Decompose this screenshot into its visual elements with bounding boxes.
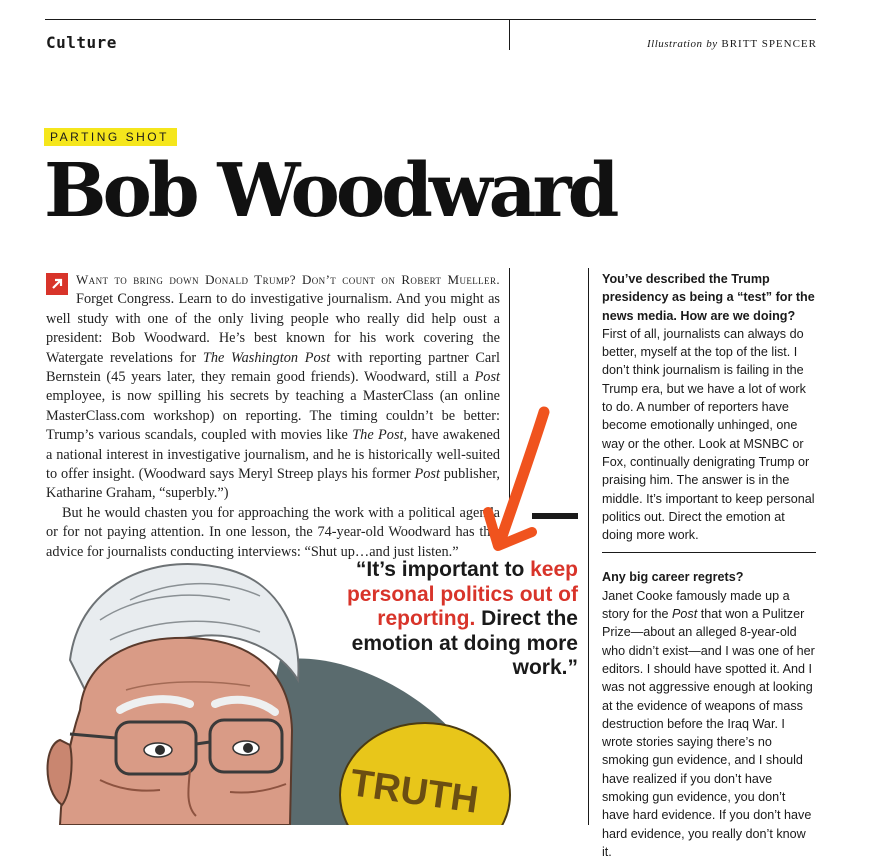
- question-2: Any big career regrets?: [602, 570, 744, 585]
- a2-italic-post: Post: [672, 607, 698, 622]
- pull-quote-part1: “It’s important to: [355, 558, 531, 581]
- p1-italic-post2: Post: [414, 466, 440, 483]
- credit-prefix: Illustration: [646, 38, 703, 50]
- article-title: Bob Woodward: [44, 148, 616, 234]
- answer-1: First of all, journalists can always do better, myself at the top of the list. I don’t think journalism is failing in the Trump era, but we have a lot of work to do. A number of reporters have become emotionally unhinged, one way or the other. Look at MSNBC or Fox, continually denigrating Trump or praising him. The answer is in the middle. It’s important to keep personal politics out. Direct the emotion at doing more work.: [602, 326, 815, 543]
- arrow-icon: [46, 273, 68, 295]
- p1-text-c: employee, is now spilling his secrets by teaching a MasterClass (an online MasterClass.com workshop) on reporting. The timing couldn’t be better: Trump’s various scandals, coupled with movies like: [46, 388, 500, 444]
- credit-name: BRITT SPENCER: [721, 38, 817, 50]
- pull-quote-highlight: keep personal politics out of reporting.: [346, 558, 578, 630]
- header-divider: [509, 19, 510, 50]
- sidebar-qa: [602, 270, 816, 861]
- p1-text-e: publisher, Katharine Graham, “superbly.”): [46, 466, 500, 502]
- credit-by: by: [706, 38, 718, 50]
- top-rule: [45, 19, 816, 20]
- column-divider-long: [588, 268, 589, 825]
- woodward-illustration: [40, 540, 586, 825]
- pull-quote-part2: Direct the emotion at doing more work.”: [351, 607, 578, 679]
- paragraph-2: But he would chasten you for approaching the work with a political agenda or for not paying attention. In one lesson, the 74-year-old Woodward has this advice for journalists conducting interviews: “Shut up…and just listen.”: [46, 504, 500, 560]
- article-body: [46, 270, 500, 562]
- section-label: Culture: [46, 33, 117, 52]
- question-1: You’ve described the Trump presidency as being a “test” for the news media. How are we doing?: [602, 272, 815, 323]
- p1-italic-thepost: The Post: [352, 427, 404, 444]
- p1-italic-wapo: The Washington Post: [202, 349, 331, 366]
- paragraph-1: [46, 270, 500, 504]
- lede-text: Want to bring down Donald Trump? Don’t count on Robert Mueller.: [76, 272, 500, 287]
- a2-text-a: Janet Cooke famously made up a story for the: [602, 588, 790, 622]
- answer-2: [602, 587, 816, 861]
- a2-text-b: that won a Pulitzer Prize—about an alleged 8-year-old who didn’t exist—and I was one of her editors. I should have spotted it. And I was not aggressive enough at looking at the evidence of weapons of mass destruction before the Iraq War. I wrote stories saying there’s no smoking gun evidence, and I should have realized if you don’t have smoking gun evidence, you don’t have hard evidence. If you don’t have hard evidence, you really don’t know it.: [602, 607, 815, 859]
- p1-text-d: , have awakened a national interest in investigative journalism, and he is historically well-suited to offer insight. (Woodward says Meryl Streep plays his former: [46, 427, 500, 483]
- p1-text-b: with reporting partner Carl Bernstein (45 years later, they remain good friends). Woodward, still a: [46, 349, 501, 386]
- p1-italic-post: Post: [474, 369, 500, 386]
- annotation-arrow-icon: [480, 400, 560, 560]
- qa-block-2: [602, 568, 816, 861]
- truth-button-label: TRUTH: [347, 762, 481, 822]
- illustration-credit: [647, 38, 817, 50]
- kicker-badge: PARTING SHOT: [44, 128, 177, 146]
- p1-text-a: Forget Congress. Learn to do investigative journalism. And you might as well study with one of the only living people who really did help oust a president: Bob Woodward. He’s best known for his work covering the Watergate revelations for: [46, 291, 500, 366]
